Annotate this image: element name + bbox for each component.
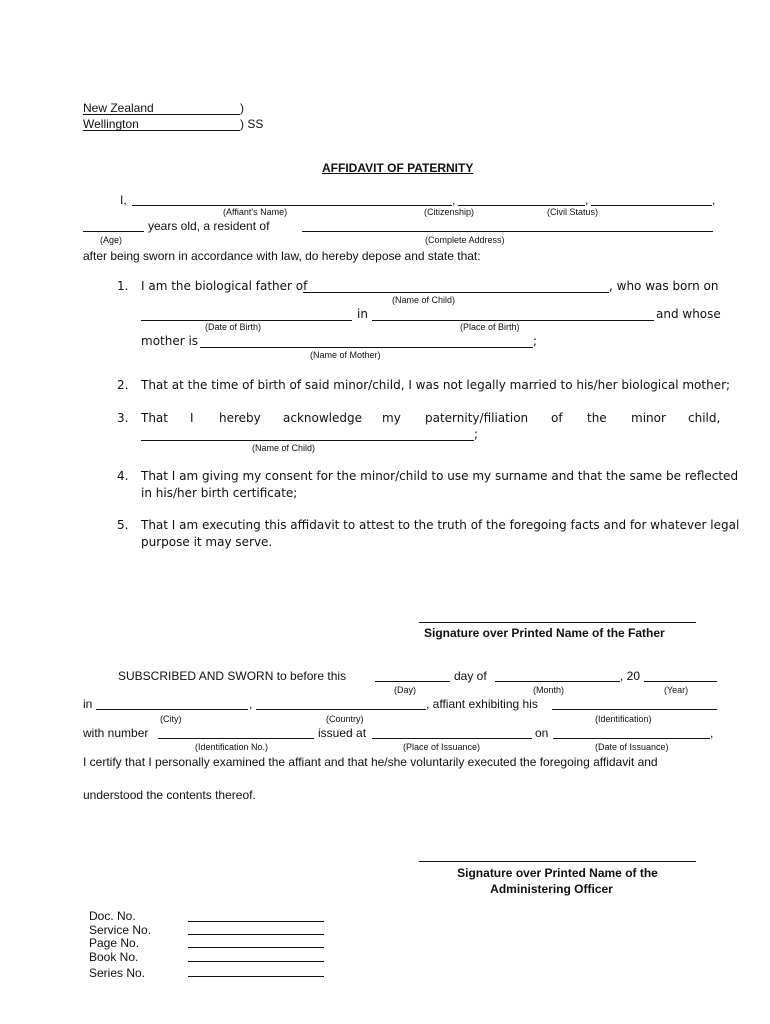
address-field[interactable] (302, 231, 713, 232)
country-field[interactable] (256, 709, 426, 710)
item3-number: 3. (117, 411, 129, 425)
year-prefix: , 20 (620, 669, 641, 683)
item5-line1: That I am executing this affidavit to attest to the truth of the foregoing facts and for whatever legal (141, 518, 740, 532)
item3-word: That (141, 411, 168, 425)
year-field[interactable] (644, 681, 717, 682)
item3-word: my (382, 411, 401, 425)
officer-signature-label-2: Administering Officer (490, 882, 613, 896)
place-of-issuance-field[interactable] (372, 738, 532, 739)
city-field[interactable] (96, 709, 248, 710)
father-signature-line[interactable] (419, 622, 696, 623)
country-caption: (Country) (326, 714, 364, 724)
item3-word: I (190, 411, 194, 425)
jurat-in: in (83, 697, 93, 711)
item1-text-a: I am the biological father of (141, 279, 308, 293)
issued-at-text: issued at (318, 726, 367, 740)
subscribed-text: SUBSCRIBED AND SWORN to before this (118, 669, 347, 683)
id-number-field[interactable] (158, 738, 314, 739)
page-no-label: Page No. (89, 936, 140, 950)
civil-status-field[interactable] (591, 205, 712, 206)
years-old-text: years old, a resident of (148, 219, 270, 233)
service-no-field[interactable] (188, 934, 324, 935)
year-caption: (Year) (664, 685, 689, 695)
city-caption: (City) (160, 714, 182, 724)
venue-country-paren: ) (240, 101, 244, 115)
doc-no-label: Doc. No. (89, 909, 136, 923)
semicolon: ; (533, 334, 538, 348)
doc-no-field[interactable] (188, 921, 324, 922)
item1-in: in (357, 307, 368, 321)
date-of-birth-field[interactable] (141, 320, 352, 321)
on-text: on (535, 726, 549, 740)
page-no-field[interactable] (188, 947, 324, 948)
item5-line2: purpose it may serve. (141, 535, 273, 549)
address-caption: (Complete Address) (425, 235, 505, 245)
day-field[interactable] (375, 681, 450, 682)
month-field[interactable] (495, 681, 620, 682)
venue-city-underline (83, 130, 240, 131)
with-number-text: with number (83, 726, 149, 740)
age-caption: (Age) (100, 235, 123, 245)
date-of-issuance-caption: (Date of Issuance) (595, 742, 669, 752)
depose-text: after being sworn in accordance with law, do hereby depose and state that: (83, 249, 481, 263)
mother-name-caption: (Name of Mother) (310, 350, 381, 360)
item2-text: That at the time of birth of said minor/child, I was not legally married to his/her biological mother; (141, 378, 731, 392)
date-of-issuance-field[interactable] (553, 738, 710, 739)
date-of-birth-caption: (Date of Birth) (205, 322, 262, 332)
venue-city: Wellington (83, 117, 139, 131)
officer-signature-label-1: Signature over Printed Name of the (457, 866, 658, 880)
series-no-label: Series No. (89, 966, 146, 980)
item3-word: hereby (219, 411, 261, 425)
item4-line1: That I am giving my consent for the minor/child to use my surname and that the same be reflected (141, 469, 739, 483)
book-no-label: Book No. (89, 950, 139, 964)
book-no-field[interactable] (188, 961, 324, 962)
day-caption: (Day) (394, 685, 416, 695)
item3-word: paternity/filiation (425, 411, 529, 425)
place-of-issuance-caption: (Place of Issuance) (403, 742, 481, 752)
citizenship-caption: (Citizenship) (424, 207, 475, 217)
item2-number: 2. (117, 378, 129, 392)
comma: , (710, 726, 714, 740)
child-name-field[interactable] (303, 292, 609, 293)
mother-name-field[interactable] (200, 347, 533, 348)
child-name-caption: (Name of Child) (392, 295, 456, 305)
certify-line2: understood the contents thereof. (83, 788, 256, 802)
age-field[interactable] (83, 231, 144, 232)
citizenship-field[interactable] (458, 205, 585, 206)
affiant-name-field[interactable] (132, 205, 452, 206)
item3-child-name-caption: (Name of Child) (252, 443, 316, 453)
item4-number: 4. (117, 469, 129, 483)
comma: , (585, 193, 589, 207)
item3-word: child, (688, 411, 721, 425)
officer-signature-line[interactable] (419, 861, 696, 862)
item3-word: acknowledge (283, 411, 362, 425)
certify-line1: I certify that I personally examined the affiant and that he/she voluntarily executed the foregoing affidavit and (83, 755, 658, 769)
item4-line2: in his/her birth certificate; (141, 486, 298, 500)
affiant-exhibiting-text: , affiant exhibiting his (426, 697, 538, 711)
item3-word: the (587, 411, 607, 425)
identification-field[interactable] (552, 709, 717, 710)
place-of-birth-field[interactable] (372, 320, 654, 321)
i-label: I, (120, 193, 127, 207)
comma: , (249, 697, 253, 711)
venue-country: New Zealand (83, 101, 154, 115)
service-no-label: Service No. (89, 923, 152, 937)
day-of-text: day of (454, 669, 487, 683)
item1-text-b: , who was born on (609, 279, 719, 293)
affiant-name-caption: (Affiant's Name) (223, 207, 288, 217)
document-title: AFFIDAVIT OF PATERNITY (322, 161, 474, 175)
id-number-caption: (Identification No.) (195, 742, 269, 752)
item1-number: 1. (117, 279, 129, 293)
place-of-birth-caption: (Place of Birth) (460, 322, 520, 332)
comma: , (712, 193, 716, 207)
month-caption: (Month) (533, 685, 565, 695)
civil-status-caption: (Civil Status) (547, 207, 599, 217)
father-signature-label: Signature over Printed Name of the Father (424, 626, 665, 640)
venue-country-underline (83, 114, 240, 115)
item3-word: of (551, 411, 563, 425)
item5-number: 5. (117, 518, 129, 532)
item1-and-whose: and whose (656, 307, 721, 321)
venue-city-ss: ) SS (240, 117, 264, 131)
comma: , (452, 193, 456, 207)
item3-child-name-field[interactable] (141, 440, 474, 441)
identification-caption: (Identification) (595, 714, 652, 724)
item3-word: minor (631, 411, 666, 425)
series-no-field[interactable] (188, 976, 324, 977)
semicolon: ; (474, 427, 479, 441)
item1-mother-is: mother is (141, 334, 199, 348)
